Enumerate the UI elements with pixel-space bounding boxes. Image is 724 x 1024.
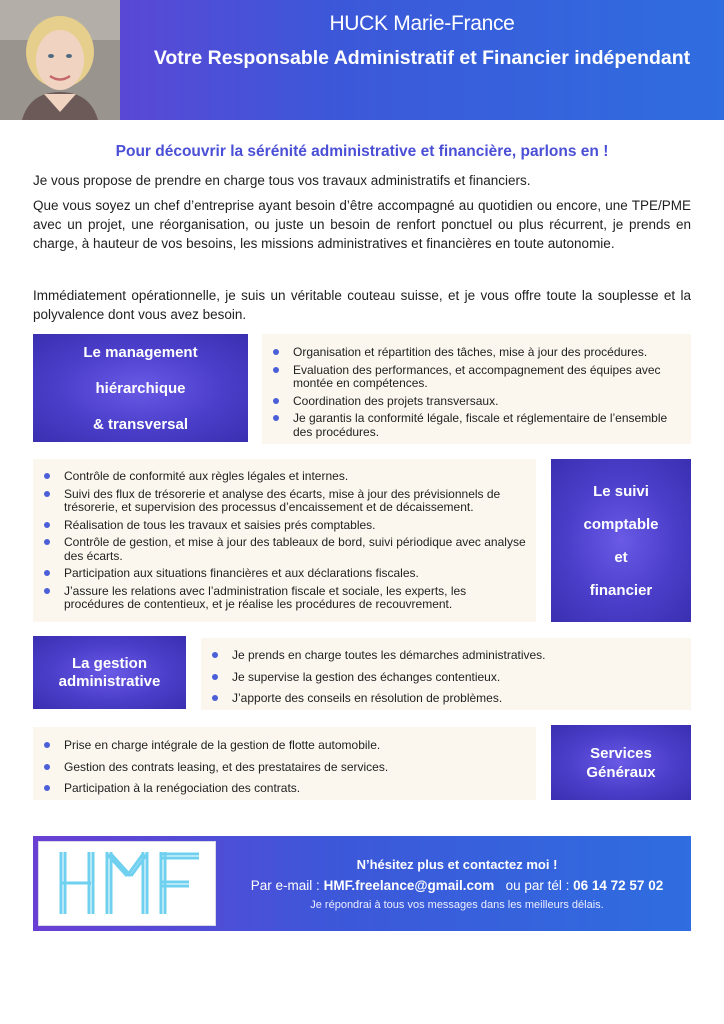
person-name: HUCK Marie-France [329, 12, 515, 35]
list-item: Je prends en charge toutes les démarches administratives. [210, 649, 681, 663]
list-item: Suivi des flux de trésorerie et analyse des écarts, mise à jour des prévisionnels de trésorerie, et supervision des processus d’encaissement et de décaissement. [42, 488, 526, 515]
management-title-line: & transversal [92, 416, 189, 433]
comptable-title-line: et [614, 548, 628, 566]
comptable-title-line: Le suivi [593, 482, 649, 500]
contact-footer [33, 836, 691, 931]
bullet-icon [44, 588, 50, 594]
list-item: Prise en charge intégrale de la gestion de flotte automobile. [42, 739, 526, 753]
comptable-panel [33, 459, 536, 622]
profile-photo [0, 0, 120, 120]
intro-paragraph-2: Que vous soyez un chef d’entreprise ayant besoin d’être accompagné au quotidien ou encore, une TPE/PME avec un projet, une réorganisation, ou juste un besoin de renfort ponctuel ou plus récurrent, je prends en charge, à hauteur de vos besoins, les missions administratives et financières en toute autonomie. [33, 198, 691, 251]
management-title-line: hiérarchique [95, 380, 186, 397]
list-item: Gestion des contrats leasing, et des prestataires de services. [42, 761, 526, 775]
bullet-icon [273, 415, 279, 421]
management-panel [262, 334, 691, 444]
job-title: Votre Responsable Administratif et Financier indépendant [153, 47, 691, 69]
bullet-icon [273, 367, 279, 373]
list-item: Organisation et répartition des tâches, mise à jour des procédures. [271, 346, 681, 360]
list-item: J’apporte des conseils en résolution de problèmes. [210, 692, 681, 706]
list-item: Je supervise la gestion des échanges contentieux. [210, 671, 681, 685]
list-item: Contrôle de gestion, et mise à jour des tableaux de bord, suivi périodique avec analyse des écarts. [42, 536, 526, 563]
list-item: Contrôle de conformité aux règles légales et internes. [42, 470, 526, 484]
email-link[interactable]: HMF.freelance@gmail.com [323, 878, 495, 893]
list-item: Participation aux situations financières et aux déclarations fiscales. [42, 567, 526, 581]
hmf-logo-icon [39, 842, 215, 925]
administrative-title-line: La gestion [71, 654, 147, 672]
list-item: Réalisation de tous les travaux et saisies prés comptables. [42, 519, 526, 533]
bullet-icon [273, 398, 279, 404]
comptable-list [42, 470, 526, 612]
services-title-line: Généraux [586, 763, 656, 781]
bullet-icon [44, 539, 50, 545]
bullet-icon [44, 764, 50, 770]
management-title-tile [33, 334, 248, 442]
administrative-panel [201, 638, 691, 710]
list-item: Je garantis la conformité légale, fiscale et réglementaire de l’ensemble des procédures. [271, 412, 681, 439]
bullet-icon [212, 652, 218, 658]
list-item: J’assure les relations avec l’administration fiscale et sociale, les experts, les procédures de contentieux, et je réalise les procédures de recouvrement. [42, 585, 526, 612]
services-title-tile [551, 725, 691, 800]
services-panel [33, 727, 536, 800]
response-note: Je répondrai à tous vos messages dans les meilleurs délais. [310, 899, 604, 911]
administrative-list [210, 649, 681, 706]
bullet-icon [44, 785, 50, 791]
tagline: Pour découvrir la sérénité administrative et financière, parlons en ! [115, 143, 609, 160]
bullet-icon [273, 349, 279, 355]
services-list [42, 739, 526, 796]
phone-label: ou par tél : [505, 878, 570, 893]
bullet-icon [44, 491, 50, 497]
bullet-icon [44, 473, 50, 479]
phone-number[interactable]: 06 14 72 57 02 [573, 878, 664, 893]
list-item: Evaluation des performances, et accompagnement des équipes avec montée en compétences. [271, 364, 681, 391]
contact-line [223, 878, 691, 893]
intro-paragraph-3: Immédiatement opérationnelle, je suis un véritable couteau suisse, et je vous offre toute la souplesse et la polyvalence dont vous avez besoin. [33, 288, 691, 322]
bullet-icon [212, 674, 218, 680]
hmf-logo [38, 841, 216, 926]
management-title-line: Le management [83, 344, 198, 361]
email-label: Par e-mail : [250, 878, 320, 893]
header-banner [0, 0, 724, 120]
list-item: Participation à la renégociation des contrats. [42, 782, 526, 796]
comptable-title-line: comptable [583, 515, 659, 533]
bullet-icon [212, 695, 218, 701]
services-title-line: Services [590, 744, 652, 762]
administrative-title-tile [33, 636, 186, 709]
bullet-icon [44, 522, 50, 528]
bullet-icon [44, 742, 50, 748]
intro-paragraph-1: Je vous propose de prendre en charge tous vos travaux administratifs et financiers. [33, 173, 531, 188]
administrative-title-line: administrative [58, 672, 161, 690]
comptable-title-tile [551, 459, 691, 622]
comptable-title-line: financier [589, 581, 653, 599]
list-item: Coordination des projets transversaux. [271, 395, 681, 409]
bullet-icon [44, 570, 50, 576]
contact-cta: N’hésitez plus et contactez moi ! [356, 857, 558, 872]
management-list [271, 346, 681, 439]
